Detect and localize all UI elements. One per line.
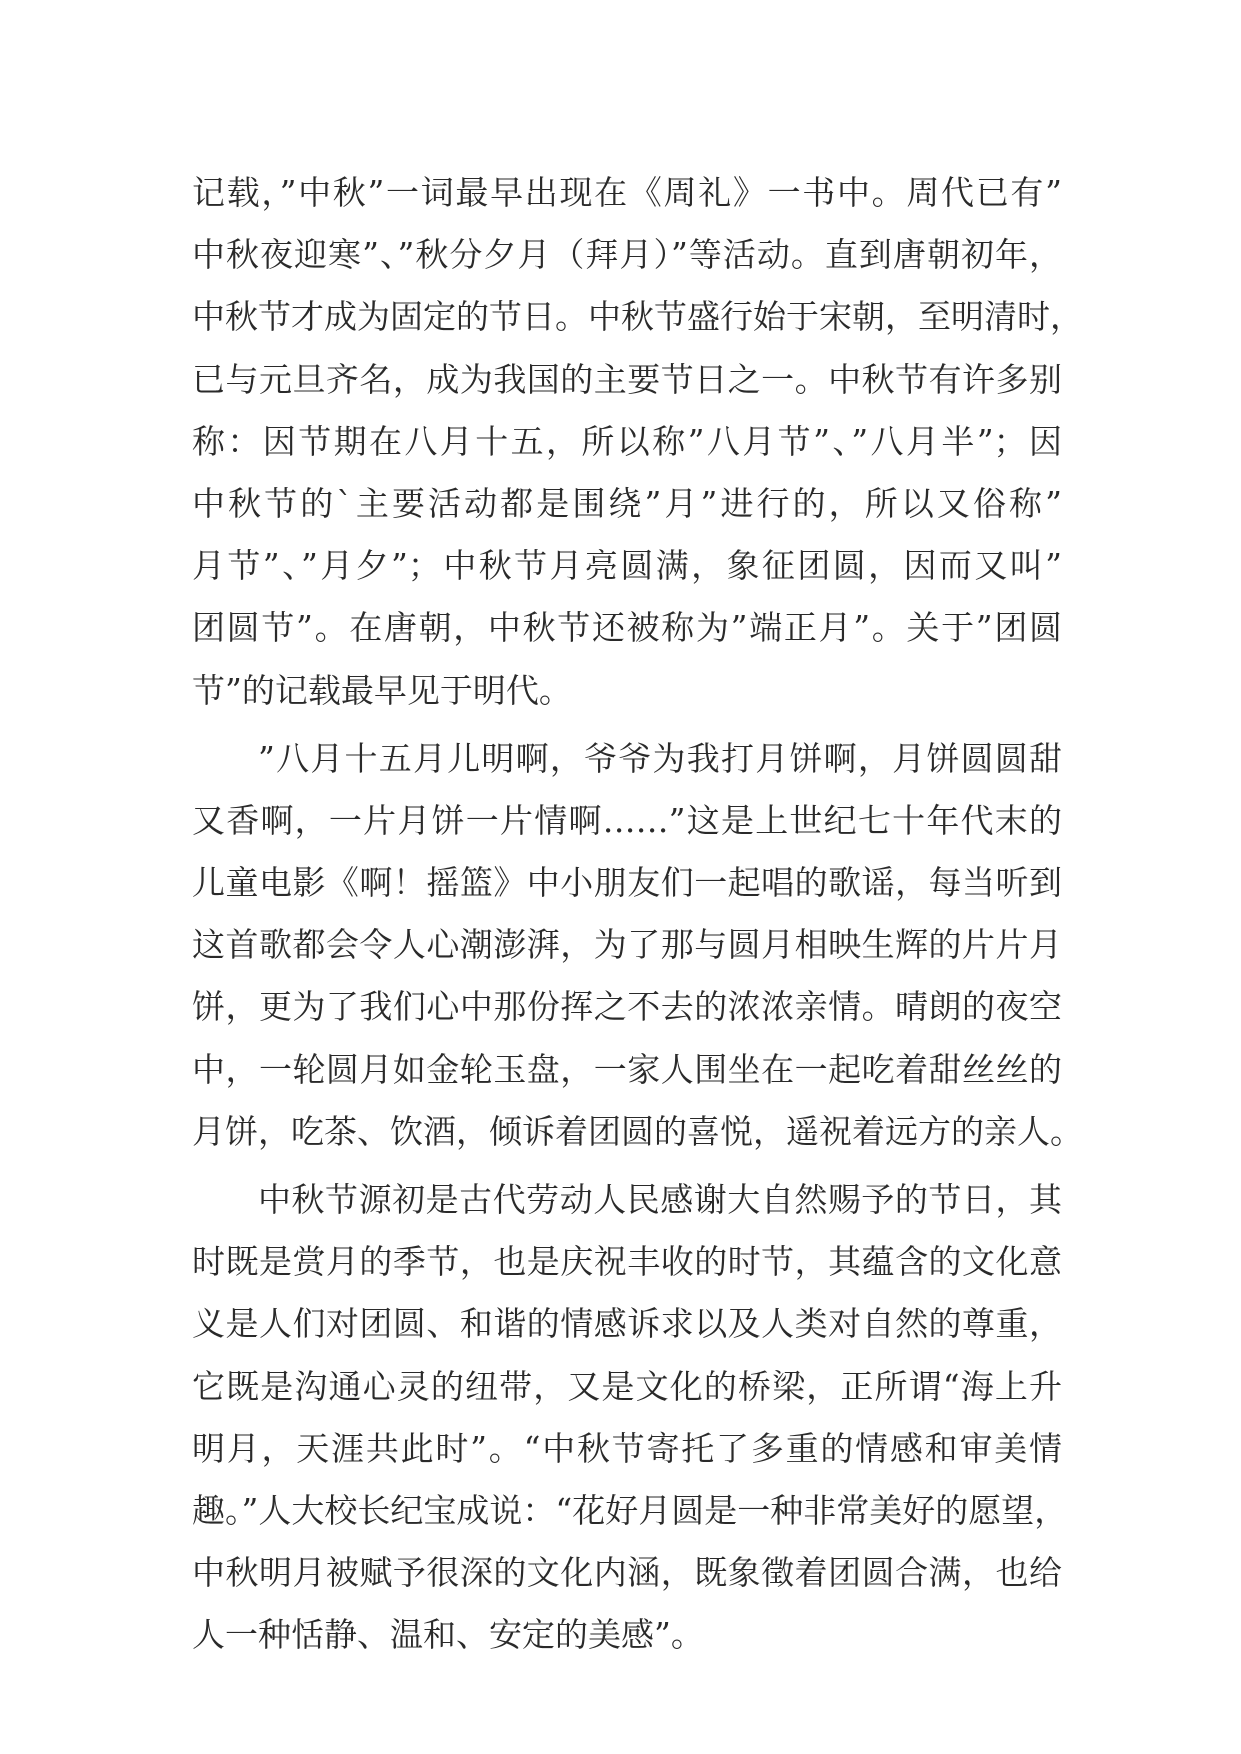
- text-line: 它既是沟通心灵的纽带，又是文化的桥梁，正所谓“海上升: [192, 1366, 1062, 1406]
- text-line: 月饼，吃茶、饮酒，倾诉着团圆的喜悦，遥祝着远方的亲人。: [192, 1111, 1083, 1151]
- paragraph-cultural-meaning: [192, 1169, 1068, 1667]
- text-line: 称：因节期在八月十五，所以称”八月节”、”八月半”；因: [192, 421, 1062, 461]
- text-line: 趣。”人大校长纪宝成说：“花好月圆是一种非常美好的愿望，: [192, 1490, 1068, 1530]
- text-line: 中秋节才成为固定的节日。中秋节盛行始于宋朝，至明清时，: [192, 297, 1083, 337]
- text-line: 时既是赏月的季节，也是庆祝丰收的时节，其蕴含的文化意: [192, 1242, 1062, 1282]
- paragraph-song-memory: [192, 728, 1083, 1163]
- text-line: 义是人们对团圆、和谐的情感诉求以及人类对自然的尊重，: [192, 1304, 1062, 1344]
- text-line: 又香啊，一片月饼一片情啊……”这是上世纪七十年代末的: [192, 800, 1062, 840]
- text-line: 这首歌都会令人心潮澎湃，为了那与圆月相映生辉的片片月: [192, 925, 1062, 965]
- text-line: 团圆节”。在唐朝，中秋节还被称为”端正月”。关于”团圆: [192, 608, 1062, 648]
- text-line: 中，一轮圆月如金轮玉盘，一家人围坐在一起吃着甜丝丝的: [192, 1049, 1062, 1089]
- text-line: 节”的记载最早见于明代。: [192, 670, 572, 710]
- text-line: 明月，天涯共此时”。“中秋节寄托了多重的情感和审美情: [192, 1428, 1062, 1468]
- text-line: 记载，”中秋”一词最早出现在《周礼》一书中。周代已有”: [192, 173, 1062, 212]
- text-line: 饼，更为了我们心中那份挥之不去的浓浓亲情。晴朗的夜空: [192, 987, 1062, 1027]
- text-line: 中秋夜迎寒”、”秋分夕月（拜月）”等活动。直到唐朝初年，: [192, 235, 1062, 275]
- text-line: 儿童电影《啊！摇篮》中小朋友们一起唱的歌谣，每当听到: [192, 863, 1062, 903]
- text-line: 中秋明月被赋予很深的文化内涵，既象徵着团圆合满，也给: [192, 1553, 1062, 1593]
- text-line: 人一种恬静、温和、安定的美感”。: [192, 1615, 704, 1655]
- text-line: 月节”、”月夕”；中秋节月亮圆满，象征团圆，因而又叫”: [192, 546, 1062, 586]
- paragraph-mid-autumn-history: [192, 162, 1083, 722]
- text-line: ”八月十五月儿明啊，爷爷为我打月饼啊，月饼圆圆甜: [258, 738, 1062, 778]
- text-line: 中秋节源初是古代劳动人民感谢大自然赐予的节日，其: [258, 1180, 1062, 1219]
- document-body: [192, 162, 1083, 1667]
- text-line: 已与元旦齐名，成为我国的主要节日之一。中秋节有许多别: [192, 359, 1062, 399]
- text-line: 中秋节的`主要活动都是围绕”月”进行的，所以又俗称”: [192, 483, 1062, 523]
